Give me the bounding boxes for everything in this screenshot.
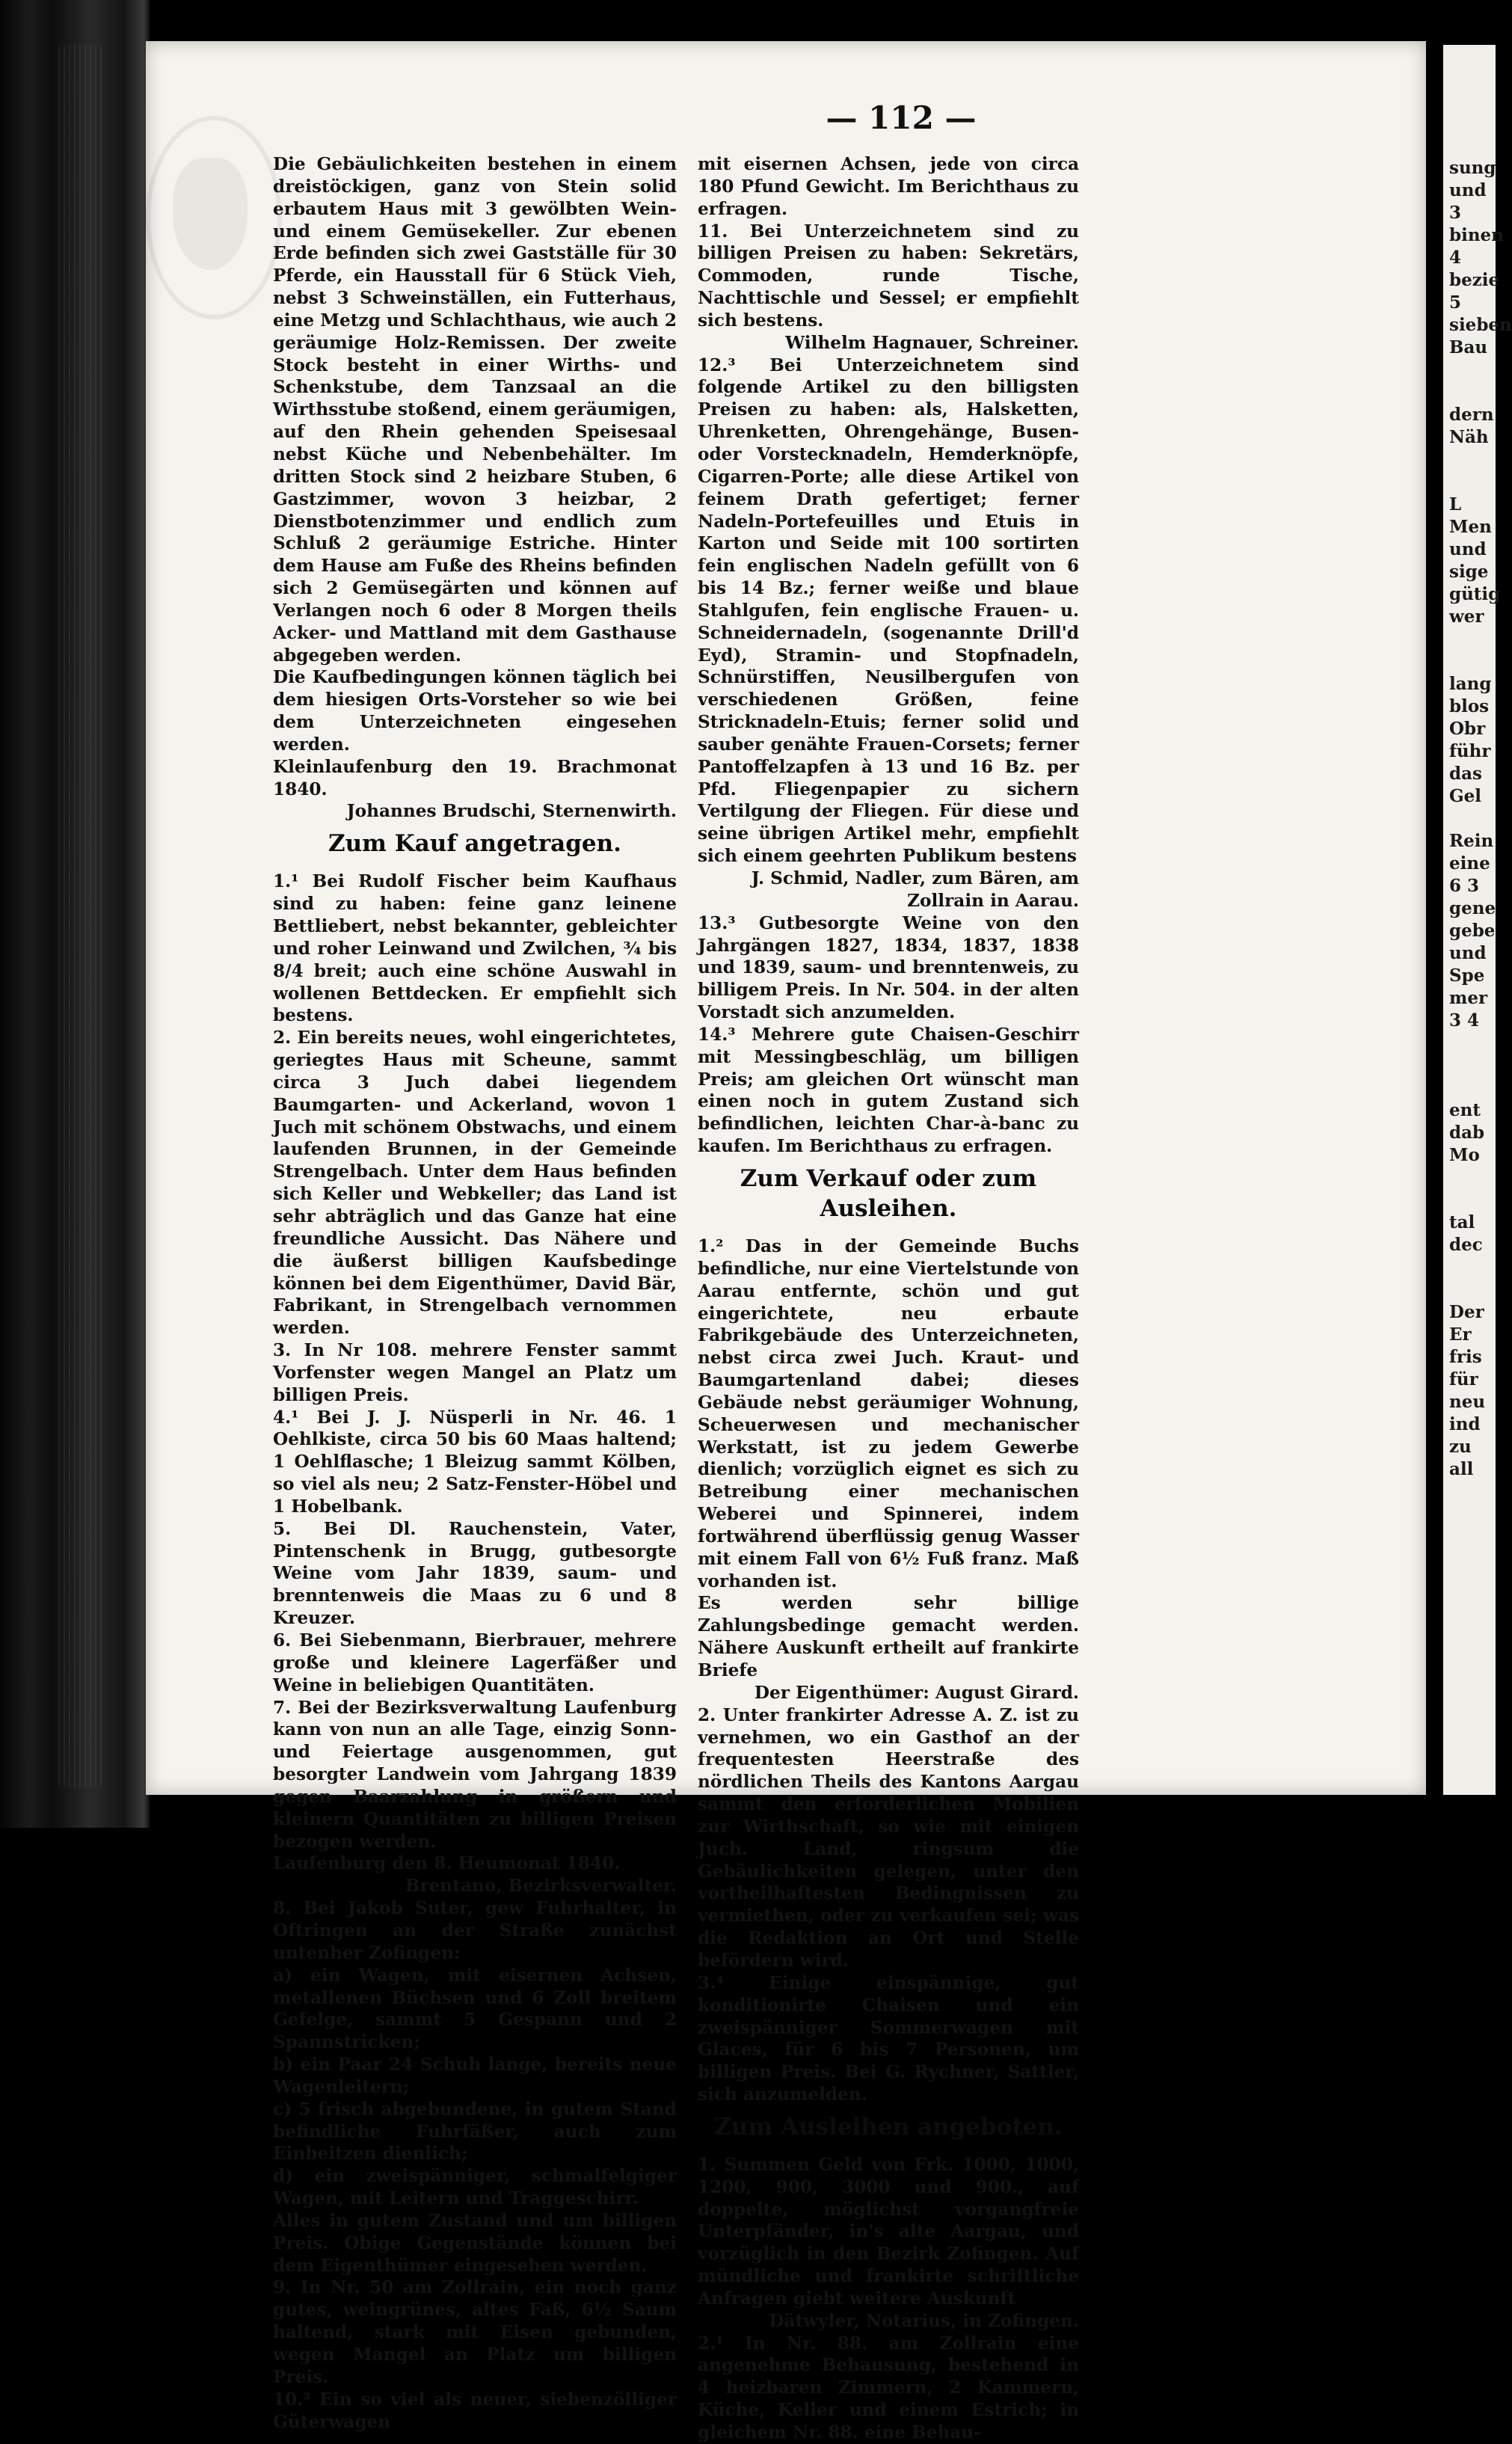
text-paragraph: 11. Bei Unterzeichnetem sind zu billigen Preisen zu haben: Sekretärs, Commoden, runde Tische, Nachttischle und Sessel; er empfiehlt sich bestens. bbox=[698, 221, 1079, 331]
text-paragraph: 1. Summen Geld von Frk. 1000, 1000, 1200, 900, 3000 und 900., auf doppelte, möglichst vorgangfreie Unterpfänder, in's alte Aargau, und vorzüglich in den Bezirk Zofingen. Auf mündliche und frankirte schriftliche Anfragen giebt weitere Auskunft bbox=[698, 2154, 1079, 2309]
next-page-fragment: führ bbox=[1449, 741, 1491, 761]
text-paragraph: 13.³ Gutbesorgte Weine von den Jahrgängen 1827, 1834, 1837, 1838 und 1839, saum- und brenntenweis, zu billigem Preis. In Nr. 504. in der alten Vorstadt sich anzumelden. bbox=[698, 912, 1079, 1023]
text-paragraph: Wilhelm Hagnauer, Schreiner. bbox=[785, 332, 1079, 353]
text-paragraph: 2. Ein bereits neues, wohl eingerichtetes, geriegtes Haus mit Scheune, sammt circa 3 Juch dabei liegendem Baumgarten- und Ackerland, wovon 1 Juch mit schönem Obstwachs, und einem laufenden Brunnen, in der Gemeinde Strengelbach. Unter dem Haus befinden sich Keller und Webkeller; das Land ist sehr abträglich und das Ganze hat eine freundliche Aussicht. Das Nähere und die äußerst billigen Kaufsbedinge können bei dem Eigenthümer, David Bär, Fabrikant, in Strengelbach vernommen werden. bbox=[273, 1028, 677, 1339]
text-paragraph: 5. Bei Dl. Rauchenstein, Vater, Pintenschenk in Brugg, gutbesorgte Weine vom Jahr 1839, saum- und brenntenweis die Maas zu 6 und 8 Kreuzer. bbox=[273, 1518, 677, 1629]
text-paragraph: 8. Bei Jakob Suter, gew Fuhrhalter, in Oftringen an der Straße zunächst untenher Zofingen: bbox=[273, 1898, 677, 1963]
next-page-fragment: Spe bbox=[1449, 965, 1485, 986]
next-page-fragment: sige bbox=[1449, 562, 1489, 582]
text-paragraph: Dätwyler, Notarius, in Zofingen. bbox=[769, 2310, 1079, 2331]
next-page-fragment: das bbox=[1449, 764, 1482, 784]
next-page-fragment: tal bbox=[1449, 1212, 1475, 1232]
section-heading: Zum Verkauf oder zum Ausleihen. bbox=[740, 1164, 1037, 1222]
left-column bbox=[273, 153, 677, 2433]
next-page-fragment: neu bbox=[1449, 1392, 1486, 1412]
next-page-fragment: gütig bbox=[1449, 584, 1501, 604]
next-page-fragment: bezie bbox=[1449, 270, 1500, 290]
next-page-fragment: für bbox=[1449, 1369, 1478, 1390]
next-page-fragment: Gel bbox=[1449, 786, 1482, 806]
text-paragraph: 1.² Das in der Gemeinde Buchs befindliche, nur eine Viertelstunde von Aarau entfernte, schön und gut eingerichtete, neu erbaute Fabrikgebäude des Unterzeichneten, nebst circa zwei Juch. Kraut- und Baumgartenland dabei; dieses Gebäude nebst geräumiger Wohnung, Scheuerwesen und mechanischer Werkstatt, ist zu jedem Gewerbe dienlich; vorzüglich eignet es sich zu Betreibung einer mechanischen Weberei und Spinnerei, indem fortwährend überflüssig genug Wasser mit einem Fall von 6½ Fuß franz. Maß vorhanden ist. bbox=[698, 1235, 1079, 1591]
next-page-fragment: Er bbox=[1449, 1324, 1472, 1345]
section-heading: Zum Ausleihen angeboten. bbox=[714, 2113, 1063, 2140]
next-page-fragment: und bbox=[1449, 943, 1487, 963]
page-number: — 112 — bbox=[826, 99, 977, 136]
page bbox=[146, 41, 1426, 2443]
book-spine bbox=[0, 0, 150, 1828]
next-page-fragment: sung bbox=[1449, 158, 1496, 178]
text-paragraph: 3. In Nr 108. mehrere Fenster sammt Vorfenster wegen Mangel an Platz um billigen Preis. bbox=[273, 1340, 677, 1405]
text-paragraph: 1.¹ Bei Rudolf Fischer beim Kaufhaus sind zu haben: feine ganz leinene Bettliebert, nebst bekannter, gebleichter und roher Leinwand und Zwilchen, ¾ bis 8/4 breit; auch eine schöne Auswahl in wollenen Bettdecken. Er empfiehlt sich bestens. bbox=[273, 871, 677, 1026]
section-heading: Zum Kauf angetragen. bbox=[328, 830, 621, 858]
text-paragraph: 2.¹ In Nr. 88. am Zollrain eine angenehme Behausung, bestehend in 4 heizbaren Zimmern, 2 Kammern, Küche, Keller und einem Estrich; in gleichem Nr. 88. eine Behau- bbox=[698, 2333, 1079, 2443]
text-paragraph: Laufenburg den 8. Heumonat 1840. bbox=[273, 1853, 621, 1874]
next-page-fragment: ent bbox=[1449, 1100, 1481, 1120]
next-page-fragment: fris bbox=[1449, 1347, 1482, 1367]
next-page-fragment: L bbox=[1449, 494, 1462, 515]
text-paragraph: 14.³ Mehrere gute Chaisen-Geschirr mit Messingbeschläg, um billigen Preis; am gleichen Ort wünscht man einen noch in gutem Zustand sich befindlichen, leichten Char-à-banc zu kaufen. Im Berichthaus zu erfragen. bbox=[698, 1024, 1079, 1157]
text-paragraph: Kleinlaufenburg den 19. Brachmonat 1840. bbox=[273, 756, 677, 799]
next-page-fragment: dern bbox=[1449, 405, 1494, 425]
text-paragraph: Es werden sehr billige Zahlungsbedinge gemacht werden. Nähere Auskunft ertheilt auf frankirte Briefe bbox=[698, 1593, 1079, 1680]
next-page-fragment: 5 bbox=[1449, 292, 1462, 313]
text-paragraph: d) ein zweispänniger, schmalfelgiger Wagen, mit Leitern und Traggeschirr. bbox=[273, 2166, 677, 2209]
text-paragraph: Die Kaufbedingungen können täglich bei dem hiesigen Orts-Vorsteher so wie bei dem Unterzeichneten eingesehen werden. bbox=[273, 667, 677, 755]
next-page-fragment: eine bbox=[1449, 853, 1490, 873]
text-paragraph: Brentano, Bezirksverwalter. bbox=[405, 1876, 677, 1897]
text-paragraph: 9. In Nr. 50 am Zollrain, ein noch ganz gutes, weingrünes, altes Faß, 6½ Saum haltend, stark mit Eisen gebunden, wegen Mangel an Platz um billigen Preis. bbox=[273, 2277, 677, 2387]
text-paragraph: 7. Bei der Bezirksverwaltung Laufenburg kann von nun an alle Tage, einzig Sonn- und Feiertage ausgenommen, gut besorgter Landwein vom Jahrgang 1839 gegen Baarzahlung in größern und kleinern Quantitäten zu billigen Preisen bezogen werden. bbox=[273, 1697, 677, 1852]
text-paragraph: J. Schmid, Nadler, zum Bären, am Zollrain in Aarau. bbox=[751, 868, 1079, 911]
library-stamp bbox=[146, 116, 282, 319]
next-page-fragment: gene bbox=[1449, 898, 1496, 918]
text-paragraph: 6. Bei Siebenmann, Bierbrauer, mehrere große und kleinere Lagerfäßer und Weine in beliebigen Quantitäten. bbox=[273, 1630, 677, 1695]
next-page-fragment: binen bbox=[1449, 225, 1504, 245]
text-paragraph: 3.⁴ Einige einspännige, gut konditionirte Chaisen und ein zweispänniger Sommerwagen mit Glaces, für 6 bis 7 Personen, um billigen Preis. Bei G. Rychner, Sattler, sich anzumelden. bbox=[698, 1972, 1079, 2105]
text-paragraph: a) ein Wagen, mit eisernen Achsen, metallenen Büchsen und 6 Zoll breitem Gefelge, sammt 5 Gespann und 2 Spannstricken; bbox=[273, 1965, 677, 2053]
text-paragraph: 10.³ Ein so viel als neuer, siebenzölliger Güterwagen bbox=[273, 2389, 677, 2432]
text-paragraph: 4.¹ Bei J. J. Nüsperli in Nr. 46. 1 Oehlkiste, circa 50 bis 60 Maas haltend; 1 Oehlflasche; 1 Bleizug sammt Kölben, so viel als neu; 2 Satz-Fenster-Höbel und 1 Hobelbank. bbox=[273, 1407, 677, 1517]
next-page-fragment: zu bbox=[1449, 1437, 1472, 1457]
next-page-fragment: lang bbox=[1449, 674, 1492, 694]
next-page-fragment: 4 bbox=[1449, 248, 1462, 268]
text-paragraph: Der Eigenthümer: August Girard. bbox=[754, 1682, 1079, 1703]
next-page-fragment: blos bbox=[1449, 696, 1490, 716]
right-column bbox=[698, 153, 1079, 2444]
next-page-fragment: mer bbox=[1449, 988, 1488, 1008]
next-page-fragment: dec bbox=[1449, 1235, 1483, 1255]
next-page-fragment: all bbox=[1449, 1459, 1474, 1479]
next-page-fragment: ind bbox=[1449, 1414, 1481, 1434]
text-paragraph: Johannes Brudschi, Sternenwirth. bbox=[346, 801, 677, 822]
text-paragraph: Die Gebäulichkeiten bestehen in einem dreistöckigen, ganz von Stein solid erbautem Haus mit 3 gewölbten Wein- und einem Gemüsekeller. Zur ebenen Erde befinden sich zwei Gastställe für 30 Pferde, ein Hausstall für 6 Stück Vieh, nebst 3 Schweinställen, ein Futterhaus, eine Metzg und Schlachthaus, wie auch 2 geräumige Holz-Remissen. Der zweite Stock besteht in einer Wirths- und Schenkstube, dem Tanzsaal an die Wirthsstube stoßend, einem geräumigen, auf den Rhein gehenden Speisesaal nebst Küche und Nebenbehälter. Im dritten Stock sind 2 heizbare Stuben, 6 Gastzimmer, wovon 3 heizbar, 2 Dienstbotenzimmer und endlich zum Schluß 2 geräumige Estriche. Hinter dem Hause am Fuße des Rheins befinden sich 2 Gemüsegärten und können auf Verlangen noch 6 oder 8 Morgen theils Acker- und Mattland mit dem Gasthause abgegeben werden. bbox=[273, 154, 677, 666]
next-page-fragment: Bau bbox=[1449, 337, 1488, 357]
text-paragraph: 2. Unter frankirter Adresse A. Z. ist zu vernehmen, wo ein Gasthof an der frequentesten Heerstraße des nördlichen Theils des Kantons Aargau sammt den erforderlichen Mobilien zur Wirthschaft, so wie mit einigen Juch. Land, ringsum die Gebäulichkeiten gelegen, unter den vortheilhaftesten Bedingnissen zu vermiethen, oder zu verkaufen sei; was die Redaktion an Ort und Stelle befördern wird. bbox=[698, 1704, 1079, 1971]
next-page-fragment: dab bbox=[1449, 1123, 1485, 1143]
next-page-fragment: 6 3 bbox=[1449, 876, 1480, 896]
text-paragraph: mit eisernen Achsen, jede von circa 180 Pfund Gewicht. Im Berichthaus zu erfragen. bbox=[698, 154, 1079, 219]
next-page-fragment: Näh bbox=[1449, 427, 1489, 447]
text-paragraph: 12.³ Bei Unterzeichnetem sind folgende Artikel zu den billigsten Preisen zu haben: als, Halsketten, Uhrenketten, Ohrengehänge, Busen- oder Vorstecknadeln, Hemderknöpfe, Cigarren-Porte; alle diese Artikel von feinem Drath gefertiget; ferner Nadeln-Portefeuilles und Etuis in Karton und Seide mit 100 sortirten fein englischen Nadeln gefüllt von 6 bis 14 Bz.; ferner weiße und blaue Stahlgufen, fein englische Frauen- u. Schneidernadeln, (sogenannte Drill'd Eyd), Stramin- und Stopfnadeln, Schnürstiffen, Neusilbergufen von verschiedenen Größen, feine Stricknadeln-Etuis; ferner solid und sauber genähte Frauen-Corsets; ferner Pantoffelzapfen à 13 und 16 Bz. per Pfd. Fliegenpapier zu sichern Vertilgung der Fliegen. Für diese und seine übrigen Artikel mehr, empfiehlt sich einem geehrten Publikum bestens bbox=[698, 354, 1079, 867]
next-page-fragment: und bbox=[1449, 180, 1487, 200]
next-page-fragment: 3 4 bbox=[1449, 1010, 1480, 1031]
next-page-fragment: wer bbox=[1449, 607, 1484, 627]
text-paragraph: b) ein Paar 24 Schuh lange, bereits neue Wagenleitern; bbox=[273, 2054, 677, 2097]
next-page-fragment: Rein bbox=[1449, 831, 1494, 851]
next-page-fragment: Men bbox=[1449, 517, 1492, 537]
next-page-fragment: sieben bbox=[1449, 315, 1512, 335]
text-paragraph: c) 5 frisch abgebundene, in gutem Stand befindliche Fuhrfäßer, auch zum Einbeitzen dienlich; bbox=[273, 2098, 677, 2164]
next-page-fragment: 3 bbox=[1449, 203, 1462, 223]
next-page-fragment: gebe bbox=[1449, 921, 1496, 941]
next-page-edge bbox=[1443, 45, 1512, 1795]
text-paragraph: Alles in gutem Zustand und um billigen Preis. Obige Gegenstände können bei dem Eigenthümer eingesehen werden. bbox=[273, 2210, 677, 2276]
next-page-fragment: Obr bbox=[1449, 719, 1486, 739]
next-page-fragment: und bbox=[1449, 539, 1487, 559]
next-page-fragment: Der bbox=[1449, 1302, 1484, 1322]
next-page-fragment: Mo bbox=[1449, 1145, 1480, 1165]
